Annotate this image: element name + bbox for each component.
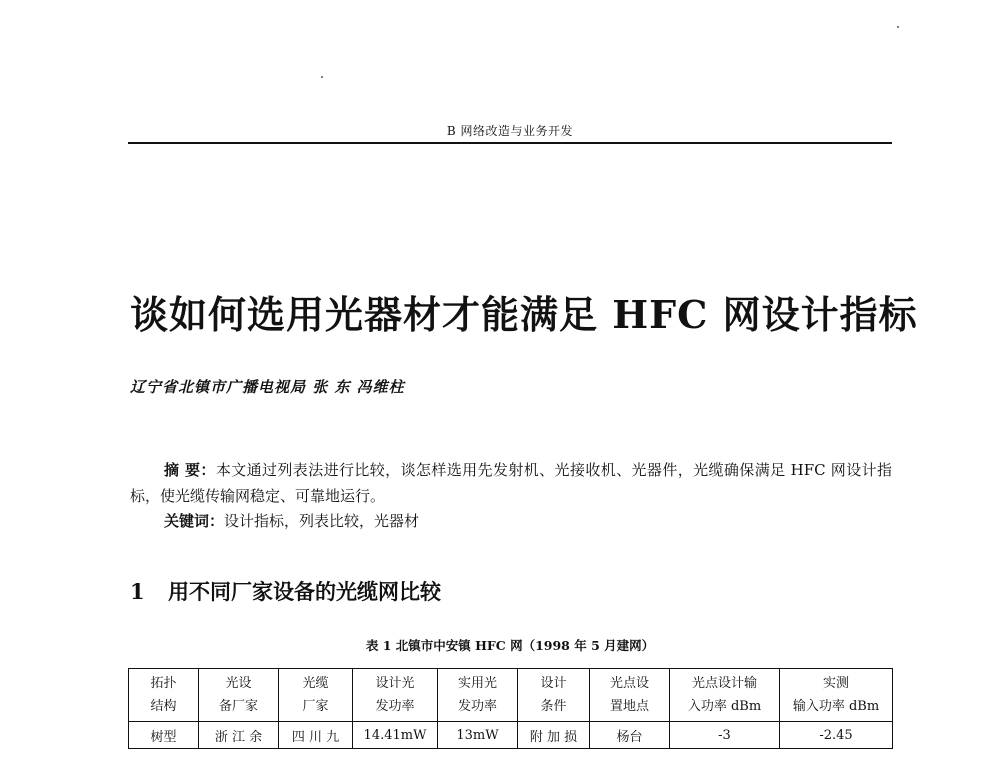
keywords-text: 设计指标，列表比较，光器材 [224, 512, 420, 530]
keywords [164, 510, 419, 531]
table-header-row [129, 669, 893, 722]
article-title: 谈如何选用光器材才能满足 HFC 网设计指标 [130, 292, 918, 337]
section-title: 用不同厂家设备的光缆网比较 [168, 579, 441, 604]
header-cell: 设计光 发功率 [353, 669, 438, 722]
scan-speck [321, 76, 323, 78]
table-cell: -3 [670, 722, 780, 749]
keywords-label: 关键词： [164, 512, 225, 530]
abstract [130, 457, 892, 509]
table-cell: 浙 江 余 [199, 722, 279, 749]
table-row [129, 722, 893, 749]
scan-speck [897, 26, 899, 28]
header-cell: 设计 条件 [518, 669, 590, 722]
abstract-text: 本文通过列表法进行比较，谈怎样选用先发射机、光接收机、光器件，光缆确保满足 HFC 网设计指标，使光缆传输网稳定、可靠地运行。 [130, 461, 892, 505]
table-cell: 杨台 [590, 722, 670, 749]
header-cell: 光点设 置地点 [590, 669, 670, 722]
header-cell: 拓扑 结构 [129, 669, 199, 722]
header-cell: 实测 输入功率 dBm [780, 669, 893, 722]
table-cell: 13mW [438, 722, 518, 749]
header-cell: 实用光 发功率 [438, 669, 518, 722]
comparison-table [128, 668, 893, 749]
header-cell: 光点设计输 入功率 dBm [670, 669, 780, 722]
header-rule [128, 142, 892, 144]
header-cell: 光缆 厂家 [279, 669, 353, 722]
abstract-label: 摘 要： [164, 461, 216, 479]
header-cell: 光设 备厂家 [199, 669, 279, 722]
table-cell: 附 加 损 [518, 722, 590, 749]
table-caption: 表 1 北镇市中安镇 HFC 网（1998 年 5 月建网） [365, 638, 655, 653]
table-cell: 14.41mW [353, 722, 438, 749]
section-number: 1 [130, 579, 145, 604]
table-cell: 树型 [129, 722, 199, 749]
table-cell: -2.45 [780, 722, 893, 749]
section-heading [130, 576, 441, 606]
author-affiliation: 辽宁省北镇市广播电视局 张 东 冯维柱 [130, 378, 405, 396]
running-header: B 网络改造与业务开发 [446, 124, 574, 138]
table-cell: 四 川 九 [279, 722, 353, 749]
